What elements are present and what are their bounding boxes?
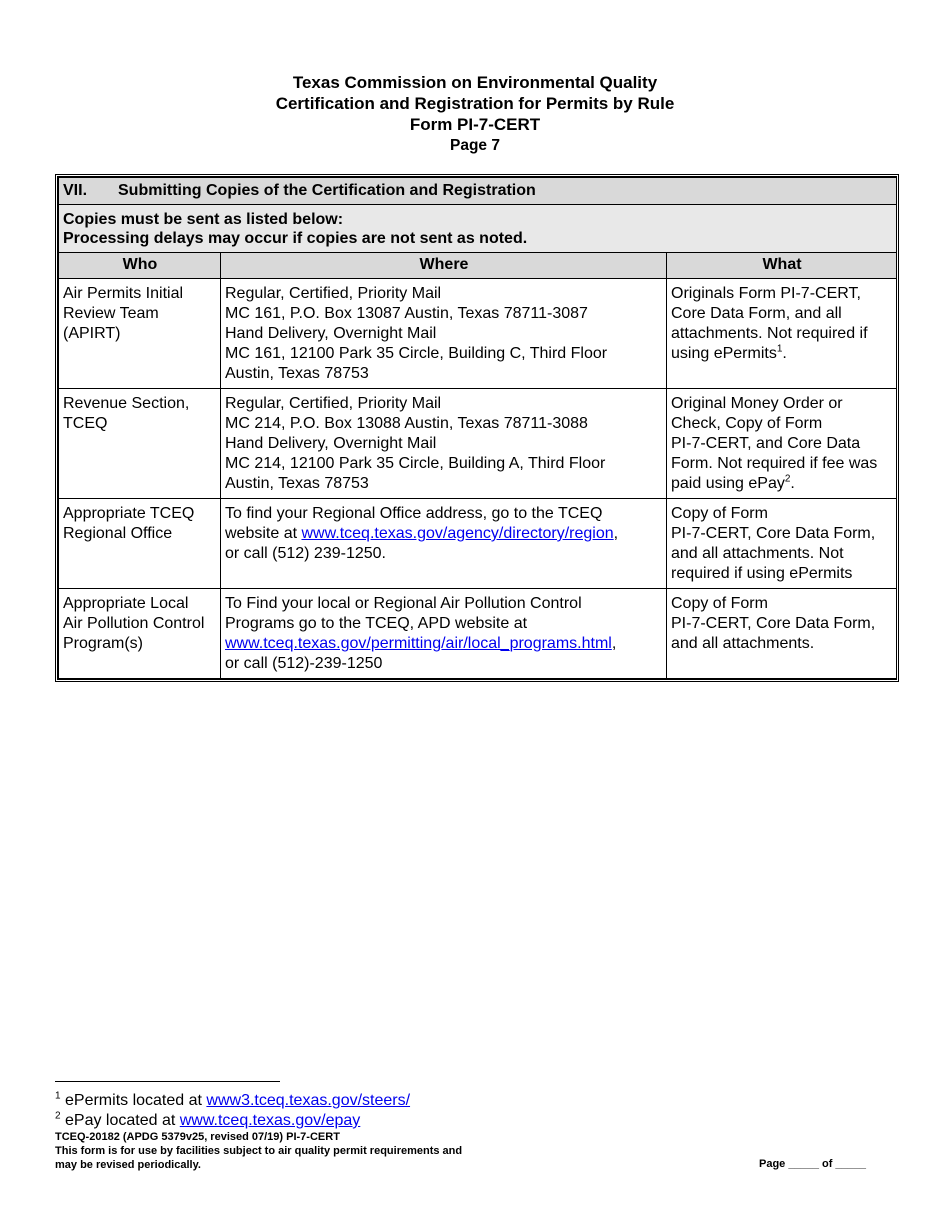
section-title-text: Submitting Copies of the Certification and Registration — [118, 182, 536, 199]
where-line: Regular, Certified, Priority Mail — [225, 285, 442, 302]
column-header-row — [59, 253, 897, 279]
what-text-end: . — [790, 475, 795, 492]
section-title — [59, 178, 897, 205]
where-text-end: , — [611, 635, 617, 652]
where-line: or call (512) 239-1250. — [225, 545, 386, 562]
where-line: MC 161, 12100 Park 35 Circle, Building C, Third Floor — [225, 345, 608, 362]
what-line: attachments. Not required if — [671, 325, 868, 342]
where-line — [225, 524, 663, 544]
who-line: Appropriate Local — [63, 595, 189, 612]
who-line: Program(s) — [63, 635, 144, 652]
notice-line-1: Copies must be sent as listed below: — [63, 211, 344, 228]
footer — [55, 1130, 462, 1172]
where-line — [225, 634, 663, 654]
what-line: Copy of Form — [671, 505, 768, 522]
where-line: MC 161, P.O. Box 13087 Austin, Texas 78711-3087 — [225, 305, 588, 322]
form-number: Form PI-7-CERT — [409, 115, 541, 134]
table-row — [59, 279, 897, 389]
who-line: Air Pollution Control — [63, 615, 205, 632]
where-line: Austin, Texas 78753 — [225, 365, 369, 382]
who-cell — [59, 389, 221, 499]
where-cell — [221, 499, 667, 589]
epay-link[interactable]: www.tceq.texas.gov/epay — [179, 1112, 361, 1129]
what-line: PI-7-CERT, Core Data Form, — [671, 525, 876, 542]
what-line — [671, 344, 893, 364]
what-line: Check, Copy of Form — [671, 415, 823, 432]
footnote-mark: 1 — [55, 1090, 61, 1102]
footer-notice-line-2: may be revised periodically. — [55, 1159, 201, 1171]
submission-table — [55, 174, 899, 682]
where-line: MC 214, 12100 Park 35 Circle, Building A, Third Floor — [225, 455, 606, 472]
where-line: MC 214, P.O. Box 13088 Austin, Texas 78711-3088 — [225, 415, 588, 432]
where-line: Hand Delivery, Overnight Mail — [225, 435, 437, 452]
where-line: Regular, Certified, Priority Mail — [225, 395, 442, 412]
who-line: Appropriate TCEQ — [63, 505, 195, 522]
where-cell — [221, 389, 667, 499]
section-header-row — [59, 178, 897, 205]
who-line: (APIRT) — [63, 325, 121, 342]
what-line: PI-7-CERT, and Core Data — [671, 435, 861, 452]
what-text: paid using ePay — [671, 475, 785, 492]
form-subtitle: Certification and Registration for Permits by Rule — [275, 94, 675, 113]
where-line: Programs go to the TCEQ, APD website at — [225, 615, 528, 632]
table-row — [59, 389, 897, 499]
footnote-text: ePay located at — [60, 1112, 180, 1129]
footnote-text: ePermits located at — [60, 1092, 207, 1109]
where-line: Austin, Texas 78753 — [225, 475, 369, 492]
what-line: required if using ePermits — [671, 565, 853, 582]
who-line: Air Permits Initial — [63, 285, 184, 302]
where-cell — [221, 589, 667, 679]
table-row — [59, 499, 897, 589]
who-cell — [59, 499, 221, 589]
column-header-who: Who — [59, 253, 221, 279]
what-line: Core Data Form, and all — [671, 305, 842, 322]
footnote-2 — [55, 1111, 360, 1131]
what-line: Original Money Order or — [671, 395, 843, 412]
what-line: and all attachments. — [671, 635, 815, 652]
section-number: VII. — [63, 182, 88, 199]
page-number: Page 7 — [450, 137, 500, 154]
where-line: or call (512)-239-1250 — [225, 655, 383, 672]
epermits-link[interactable]: www3.tceq.texas.gov/steers/ — [206, 1092, 411, 1109]
footnote-1 — [55, 1091, 410, 1111]
who-cell — [59, 279, 221, 389]
notice — [59, 205, 897, 253]
what-line: Copy of Form — [671, 595, 768, 612]
what-cell — [667, 389, 897, 499]
what-text-end: . — [782, 345, 787, 362]
where-cell — [221, 279, 667, 389]
document-header — [0, 72, 950, 156]
footer-notice-line-1: This form is for use by facilities subject to air quality permit requirements and — [55, 1145, 463, 1157]
who-line: Revenue Section, — [63, 395, 190, 412]
footnote-ref-2: 2 — [784, 473, 791, 485]
table-row — [59, 589, 897, 679]
where-line: To Find your local or Regional Air Pollution Control — [225, 595, 582, 612]
what-line — [671, 474, 893, 494]
footnote-divider — [55, 1081, 280, 1082]
regional-office-link[interactable]: www.tceq.texas.gov/agency/directory/region — [301, 525, 614, 542]
agency-title: Texas Commission on Environmental Quality — [292, 73, 658, 92]
where-text-end: , — [613, 525, 619, 542]
local-programs-link[interactable]: www.tceq.texas.gov/permitting/air/local_programs.html — [225, 635, 612, 652]
where-line: Hand Delivery, Overnight Mail — [225, 325, 437, 342]
what-text: using ePermits — [671, 345, 777, 362]
footnote-ref-1: 1 — [776, 343, 783, 355]
notice-line-2: Processing delays may occur if copies are not sent as noted. — [63, 230, 528, 247]
where-text: website at — [225, 525, 302, 542]
what-cell — [667, 589, 897, 679]
form-id: TCEQ-20182 (APDG 5379v25, revised 07/19) PI-7-CERT — [55, 1131, 340, 1143]
what-cell — [667, 499, 897, 589]
what-line: PI-7-CERT, Core Data Form, — [671, 615, 876, 632]
notice-row — [59, 205, 897, 253]
who-cell — [59, 589, 221, 679]
column-header-what: What — [667, 253, 897, 279]
column-header-where: Where — [221, 253, 667, 279]
page-of-field: Page _____ of _____ — [759, 1158, 867, 1170]
where-line: To find your Regional Office address, go to the TCEQ — [225, 505, 603, 522]
what-line: Originals Form PI-7-CERT, — [671, 285, 861, 302]
who-line: Regional Office — [63, 525, 173, 542]
what-line: Form. Not required if fee was — [671, 455, 878, 472]
who-line: Review Team — [63, 305, 159, 322]
who-line: TCEQ — [63, 415, 108, 432]
footnote-mark: 2 — [55, 1110, 61, 1122]
what-line: and all attachments. Not — [671, 545, 844, 562]
what-cell — [667, 279, 897, 389]
